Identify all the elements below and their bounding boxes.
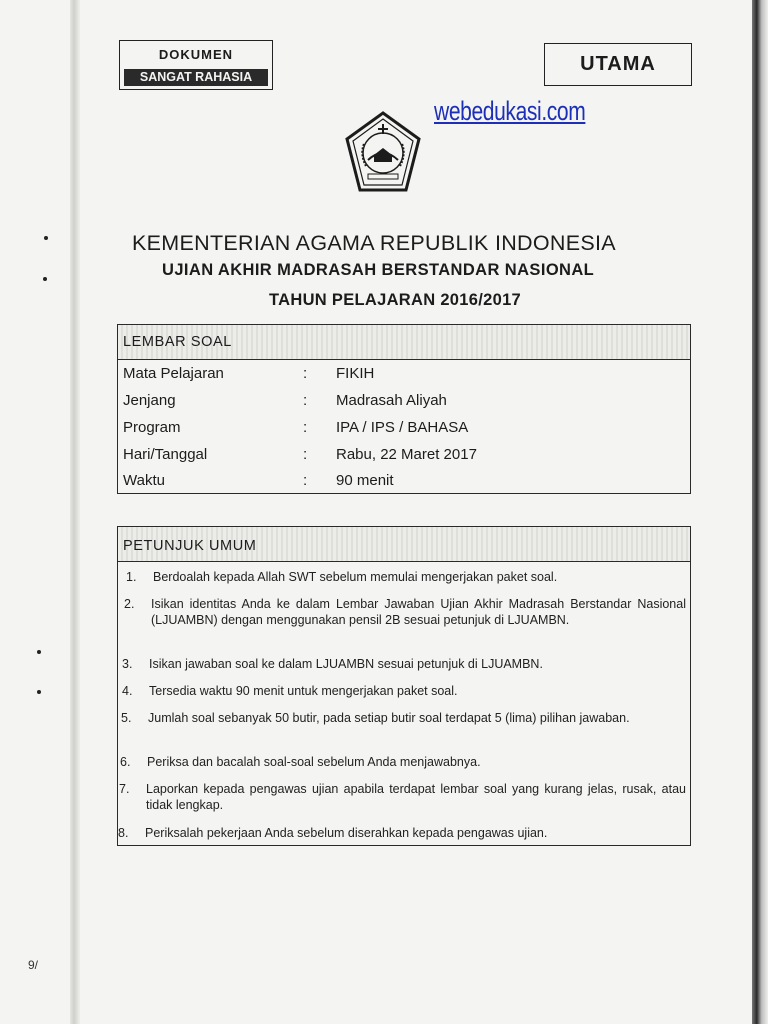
info-key: Mata Pelajaran <box>123 365 224 382</box>
info-separator: : <box>303 472 308 489</box>
page-scan-edge-left <box>70 0 80 1024</box>
page-corner-mark: 9/ <box>28 958 39 972</box>
instruction-number: 8. <box>118 826 129 840</box>
instruction-text: Jumlah soal sebanyak 50 butir, pada setiap butir soal terdapat 5 (lima) pilihan jawaban. <box>148 711 630 725</box>
instruction-text: Periksalah pekerjaan Anda sebelum diserahkan kepada pengawas ujian. <box>145 826 548 840</box>
instruction-number: 5. <box>121 711 132 725</box>
version-box: UTAMA <box>544 43 692 86</box>
info-value: Rabu, 22 Maret 2017 <box>336 446 477 463</box>
info-key: Program <box>123 419 181 436</box>
instruction-number: 4. <box>122 684 133 698</box>
exam-title: UJIAN AKHIR MADRASAH BERSTANDAR NASIONAL <box>162 261 595 279</box>
scan-speck <box>37 690 41 694</box>
info-key: Jenjang <box>123 392 176 409</box>
instruction-number: 7. <box>119 782 130 796</box>
info-key: Hari/Tanggal <box>123 446 208 463</box>
instruction-text: Isikan jawaban soal ke dalam LJUAMBN sesuai petunjuk di LJUAMBN. <box>149 657 543 671</box>
question-sheet-panel <box>117 324 691 494</box>
instruction-text: Laporkan kepada pengawas ujian apabila terdapat lembar soal yang kurang jelas, rusak, atau tidak lengkap. <box>146 782 686 812</box>
info-separator: : <box>303 446 308 463</box>
info-value: 90 menit <box>336 472 394 489</box>
info-separator: : <box>303 392 308 409</box>
instruction-number: 2. <box>124 597 135 611</box>
school-year: TAHUN PELAJARAN 2016/2017 <box>269 291 522 309</box>
question-sheet-heading: LEMBAR SOAL <box>118 325 690 360</box>
instruction-text: Tersedia waktu 90 menit untuk mengerjakan paket soal. <box>149 684 458 698</box>
secret-label: SANGAT RAHASIA <box>124 69 268 86</box>
instruction-number: 6. <box>120 755 131 769</box>
watermark-link[interactable]: webedukasi.com <box>434 96 586 126</box>
instruction-text: Berdoalah kepada Allah SWT sebelum memulai mengerjakan paket soal. <box>153 570 558 584</box>
document-label: DOKUMEN <box>158 47 234 62</box>
info-key: Waktu <box>123 472 165 489</box>
instruction-text: Periksa dan bacalah soal-soal sebelum Anda menjawabnya. <box>147 755 481 769</box>
ministry-title: KEMENTERIAN AGAMA REPUBLIK INDONESIA <box>132 231 616 255</box>
info-separator: : <box>303 365 308 382</box>
general-instructions-heading: PETUNJUK UMUM <box>118 527 690 562</box>
info-value: Madrasah Aliyah <box>336 392 447 409</box>
document-classification-box <box>119 40 273 90</box>
ministry-emblem-icon <box>344 110 422 198</box>
instruction-number: 3. <box>122 657 133 671</box>
page-scan-edge-right <box>752 0 768 1024</box>
scan-speck <box>37 650 41 654</box>
info-value: IPA / IPS / BAHASA <box>336 419 469 436</box>
info-separator: : <box>303 419 308 436</box>
instruction-number: 1. <box>126 570 137 584</box>
info-value: FIKIH <box>336 365 375 382</box>
instruction-text: Isikan identitas Anda ke dalam Lembar Jawaban Ujian Akhir Madrasah Berstandar Nasional (LJUAMBN) dengan menggunakan pensil 2B sesuai petunjuk di LJUAMBN. <box>151 597 686 627</box>
